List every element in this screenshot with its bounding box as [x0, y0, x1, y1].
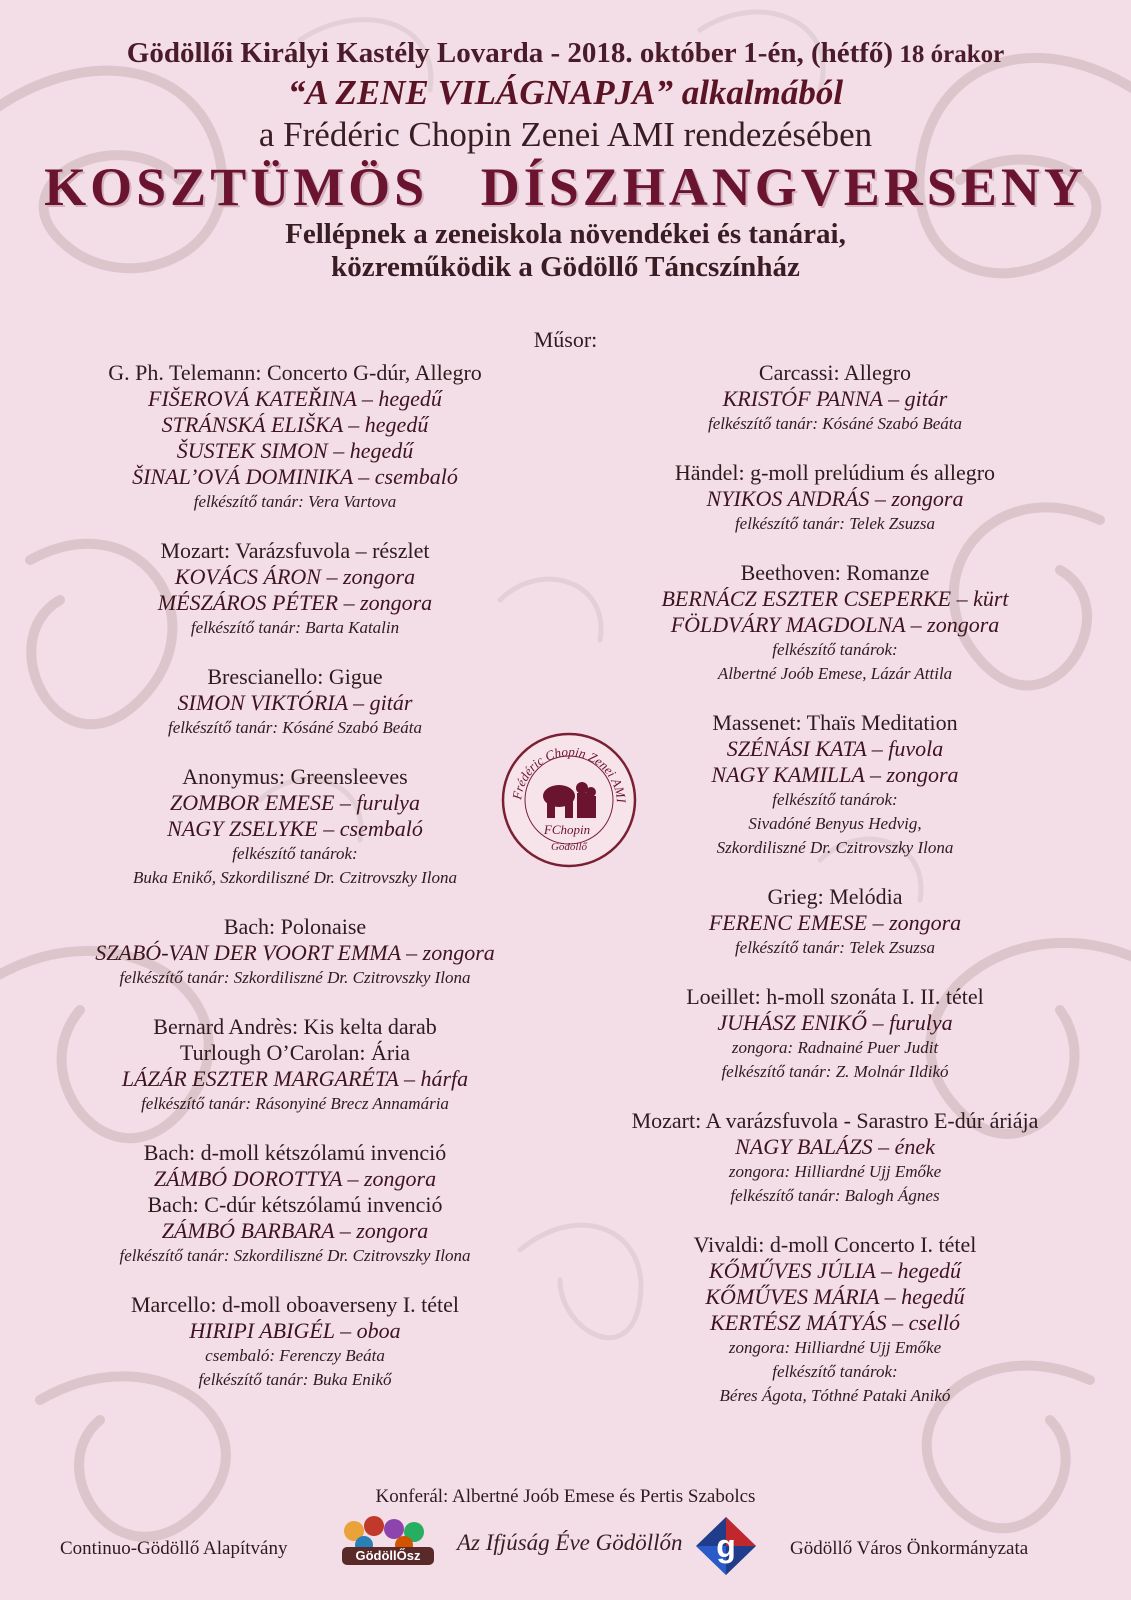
- logo-city: Gödöllő: [550, 841, 588, 853]
- performer-name: NAGY BALÁZS: [735, 1134, 873, 1159]
- program-item: [40, 538, 550, 640]
- teacher-note: felkészítő tanár: Telek Zsuzsa: [734, 514, 936, 533]
- performer-instrument: zongora: [360, 590, 433, 615]
- performer-instrument: csembaló: [374, 464, 458, 489]
- piece-title: G. Ph. Telemann: Concerto G-dúr, Allegro: [108, 360, 482, 385]
- performer-line: FIŠEROVÁ KATEŘINA – hegedű: [148, 386, 442, 411]
- performer-instrument: hegedű: [897, 1258, 961, 1283]
- performer-name: KŐMŰVES JÚLIA: [709, 1258, 876, 1283]
- performer-line: KERTÉSZ MÁTYÁS – cselló: [710, 1310, 960, 1335]
- performer-instrument: fuvola: [888, 736, 944, 761]
- performer-line: KRISTÓF PANNA – gitár: [722, 386, 948, 411]
- subtitle-performers: Fellépnek a zeneiskola növendékei és tanárai,: [285, 218, 846, 250]
- performer-name: KRISTÓF PANNA: [722, 386, 883, 411]
- page-title: KOSZTÜMÖS DÍSZHANGVERSENY: [44, 157, 1087, 217]
- performer-instrument: hegedű: [364, 412, 429, 437]
- performer-name: LÁZÁR ESZTER MARGARÉTA: [121, 1066, 399, 1091]
- program-item: [580, 1108, 1090, 1208]
- teacher-note: felkészítő tanár: Telek Zsuzsa: [734, 938, 936, 957]
- sponsor-continuo: Continuo-Gödöllő Alapítvány: [60, 1538, 288, 1559]
- program-item: [40, 360, 550, 514]
- performer-name: NAGY ZSELYKE: [167, 816, 318, 841]
- performer-instrument: zongora: [364, 1166, 437, 1191]
- performer-name: ŠINAL’OVÁ DOMINIKA: [132, 464, 353, 489]
- performer-name: SIMON VIKTÓRIA: [177, 690, 348, 715]
- teacher-note: Buka Enikő, Szkordiliszné Dr. Czitrovszky Ilona: [132, 868, 458, 887]
- organizer: a Frédéric Chopin Zenei AMI rendezésében: [258, 115, 873, 154]
- performer-name: FÖLDVÁRY MAGDOLNA: [670, 612, 906, 637]
- piece-title: Anonymus: Greensleeves: [182, 764, 408, 789]
- performer-name: STRÁNSKÁ ELIŠKA: [161, 412, 343, 437]
- teacher-note: felkészítő tanár: Szkordiliszné Dr. Czitrovszky Ilona: [119, 968, 471, 987]
- venue-main: Gödöllői Királyi Kastély Lovarda - 2018. október 1-én, (hétfő): [126, 37, 894, 69]
- performer-name: ZÁMBÓ DOROTTYA: [153, 1166, 342, 1191]
- school-logo: [499, 730, 639, 870]
- teacher-note: felkészítő tanár: Z. Molnár Ildikó: [721, 1062, 949, 1081]
- performer-line: BERNÁCZ ESZTER CSEPERKE – kürt: [661, 586, 1009, 611]
- performer-name: MÉSZÁROS PÉTER: [157, 590, 339, 615]
- conferencier: Konferál: Albertné Joób Emese és Pertis Szabolcs: [375, 1486, 756, 1507]
- performer-instrument: furulya: [356, 790, 420, 815]
- teacher-note: felkészítő tanár: Barta Katalin: [190, 618, 400, 637]
- performer-instrument: zongora: [422, 940, 495, 965]
- piece-title: Vivaldi: d-moll Concerto I. tétel: [693, 1232, 977, 1257]
- program-item: [580, 984, 1090, 1084]
- piece-title: Carcassi: Allegro: [758, 360, 912, 385]
- performer-line: SZÉNÁSI KATA – fuvola: [726, 736, 944, 761]
- performer-name: SZABÓ-VAN DER VOORT EMMA: [95, 940, 401, 965]
- piece-title: Bernard Andrès: Kis kelta darab: [153, 1014, 437, 1039]
- performer-line: HIRIPI ABIGÉL – oboa: [189, 1318, 401, 1343]
- ifjusag-eve: Az Ifjúság Éve Gödöllőn: [457, 1530, 683, 1555]
- performer-instrument: hárfa: [420, 1066, 469, 1091]
- performer-instrument: zongora: [886, 762, 959, 787]
- program-item: [580, 710, 1090, 860]
- godollosz-logo-text: GödöllŐsz: [355, 1548, 421, 1563]
- performer-name: FERENC EMESE: [708, 910, 868, 935]
- piece-title: Bach: d-moll kétszólamú invenció: [143, 1140, 447, 1165]
- performer-instrument: ének: [894, 1134, 935, 1159]
- performer-line: KOVÁCS ÁRON – zongora: [174, 564, 416, 589]
- teacher-note: Béres Ágota, Tóthné Pataki Anikó: [719, 1386, 951, 1405]
- teacher-note: Albertné Joób Emese, Lázár Attila: [717, 664, 953, 683]
- subtitle-dance: közreműködik a Gödöllő Táncszínház: [331, 251, 800, 283]
- program-item: [40, 664, 550, 740]
- performer-line: NAGY ZSELYKE – csembaló: [167, 816, 423, 841]
- logo-signature: FChopin: [543, 822, 591, 837]
- performer-instrument: zongora: [891, 486, 964, 511]
- performer-name: ŠUSTEK SIMON: [176, 438, 328, 463]
- performer-line: ŠINAL’OVÁ DOMINIKA – csembaló: [132, 464, 458, 489]
- performer-line: STRÁNSKÁ ELIŠKA – hegedű: [161, 412, 429, 437]
- performer-line: FÖLDVÁRY MAGDOLNA – zongora: [670, 612, 1000, 637]
- program-label: Műsor:: [533, 327, 598, 352]
- performer-name: KOVÁCS ÁRON: [174, 564, 321, 589]
- program-item: [580, 884, 1090, 960]
- piece-title: Mozart: A varázsfuvola - Sarastro E-dúr áriája: [631, 1108, 1039, 1133]
- performer-line: NAGY BALÁZS – ének: [735, 1134, 935, 1159]
- performer-instrument: zongora: [889, 910, 962, 935]
- performer-name: SZÉNÁSI KATA: [726, 736, 867, 761]
- program-item: [40, 1292, 550, 1392]
- piece-title: Grieg: Melódia: [767, 884, 903, 909]
- teacher-note: felkészítő tanár: Balogh Ágnes: [730, 1186, 940, 1205]
- piece-title: Händel: g-moll prelúdium és allegro: [674, 460, 996, 485]
- performer-line: NAGY KAMILLA – zongora: [711, 762, 959, 787]
- performer-line: ZOMBOR EMESE – furulya: [170, 790, 420, 815]
- teacher-note: felkészítő tanár: Rásonyiné Brecz Annamária: [141, 1094, 449, 1113]
- performer-name: FIŠEROVÁ KATEŘINA: [148, 386, 357, 411]
- teacher-note: zongora: Radnainé Puer Judit: [731, 1038, 939, 1057]
- teacher-note: Sivadóné Benyus Hedvig,: [748, 814, 922, 833]
- piece-title: Marcello: d-moll oboaverseny I. tétel: [130, 1292, 460, 1317]
- performer-name: HIRIPI ABIGÉL: [189, 1318, 335, 1343]
- performer-line: SZABÓ-VAN DER VOORT EMMA – zongora: [95, 940, 495, 965]
- program-item: [40, 914, 550, 990]
- godollosz-logo: [338, 1515, 438, 1571]
- godollo-city-logo: [694, 1515, 758, 1577]
- teacher-note: felkészítő tanár: Kósáné Szabó Beáta: [167, 718, 423, 737]
- teacher-note: zongora: Hilliardné Ujj Emőke: [728, 1338, 942, 1357]
- performer-instrument: zongora: [356, 1218, 429, 1243]
- piece-title: Mozart: Varázsfuvola – részlet: [160, 538, 430, 563]
- performer-name: NYIKOS ANDRÁS: [706, 486, 870, 511]
- program-item: [580, 360, 1090, 436]
- piece-title: Massenet: Thaïs Meditation: [712, 710, 958, 735]
- performer-name: JUHÁSZ ENIKŐ: [717, 1010, 868, 1035]
- teacher-note: felkészítő tanárok:: [772, 1362, 898, 1381]
- performer-line: KŐMŰVES MÁRIA – hegedű: [705, 1284, 965, 1309]
- piece-title: Bach: C-dúr kétszólamú invenció: [147, 1192, 443, 1217]
- piece-title: Brescianello: Gigue: [207, 664, 383, 689]
- header: [0, 36, 1131, 284]
- performer-line: FERENC EMESE – zongora: [708, 910, 962, 935]
- program-item: [40, 1140, 550, 1268]
- performer-line: ZÁMBÓ DOROTTYA – zongora: [153, 1166, 437, 1191]
- sponsor-city: Gödöllő Város Önkormányzata: [790, 1538, 1029, 1559]
- teacher-note: felkészítő tanárok:: [772, 790, 898, 809]
- performer-instrument: hegedű: [378, 386, 442, 411]
- performer-line: ŠUSTEK SIMON – hegedű: [176, 438, 414, 463]
- footer: [0, 1515, 1131, 1585]
- program-item: [40, 1014, 550, 1116]
- performer-instrument: oboa: [356, 1318, 401, 1343]
- venue-line: [0, 36, 1131, 72]
- teacher-note: felkészítő tanárok:: [772, 640, 898, 659]
- performer-name: NAGY KAMILLA: [711, 762, 865, 787]
- performer-line: ZÁMBÓ BARBARA – zongora: [161, 1218, 429, 1243]
- performer-line: KŐMŰVES JÚLIA – hegedű: [709, 1258, 961, 1283]
- program-item: [40, 764, 550, 890]
- teacher-note: felkészítő tanár: Kósáné Szabó Beáta: [707, 414, 963, 433]
- occasion: “A ZENE VILÁGNAPJA” alkalmából: [287, 73, 844, 112]
- performer-instrument: gitár: [904, 386, 948, 411]
- program-right-column: [580, 360, 1090, 1432]
- piece-title: Beethoven: Romanze: [740, 560, 930, 585]
- performer-line: JUHÁSZ ENIKŐ – furulya: [717, 1010, 953, 1035]
- piece-title: Bach: Polonaise: [223, 914, 367, 939]
- performer-line: SIMON VIKTÓRIA – gitár: [177, 690, 413, 715]
- performer-instrument: zongora: [927, 612, 1000, 637]
- performer-instrument: csembaló: [339, 816, 423, 841]
- performer-instrument: hegedű: [901, 1284, 965, 1309]
- teacher-note: felkészítő tanárok:: [232, 844, 358, 863]
- performer-instrument: kürt: [973, 586, 1009, 611]
- teacher-note: felkészítő tanár: Buka Enikő: [198, 1370, 392, 1389]
- performer-line: LÁZÁR ESZTER MARGARÉTA – hárfa: [121, 1066, 469, 1091]
- performer-line: NYIKOS ANDRÁS – zongora: [706, 486, 964, 511]
- teacher-note: felkészítő tanár: Vera Vartova: [193, 492, 397, 511]
- performer-name: ZÁMBÓ BARBARA: [161, 1218, 335, 1243]
- logo-ring-text: Frédéric Chopin Zenei AMI: [509, 743, 630, 804]
- performer-instrument: zongora: [342, 564, 416, 589]
- program-left-column: [40, 360, 550, 1416]
- piece-title: Turlough O’Carolan: Ária: [179, 1040, 411, 1065]
- godollo-logo-letter: g: [716, 1528, 736, 1564]
- performer-instrument: hegedű: [349, 438, 414, 463]
- teacher-note: csembaló: Ferenczy Beáta: [205, 1346, 385, 1365]
- venue-time: 18 órakor: [893, 41, 1005, 68]
- performer-instrument: gitár: [369, 690, 413, 715]
- performer-name: KŐMŰVES MÁRIA: [705, 1284, 880, 1309]
- program-item: [580, 1232, 1090, 1408]
- performer-name: ZOMBOR EMESE: [170, 790, 335, 815]
- performer-line: MÉSZÁROS PÉTER – zongora: [157, 590, 433, 615]
- performer-instrument: cselló: [908, 1310, 960, 1335]
- program-item: [580, 460, 1090, 536]
- program-item: [580, 560, 1090, 686]
- teacher-note: Szkordiliszné Dr. Czitrovszky Ilona: [716, 838, 954, 857]
- piece-title: Loeillet: h-moll szonáta I. II. tétel: [686, 984, 984, 1009]
- performer-name: KERTÉSZ MÁTYÁS: [710, 1310, 887, 1335]
- performer-name: BERNÁCZ ESZTER CSEPERKE: [661, 586, 952, 611]
- teacher-note: felkészítő tanár: Szkordiliszné Dr. Czitrovszky Ilona: [119, 1246, 471, 1265]
- teacher-note: zongora: Hilliardné Ujj Emőke: [728, 1162, 942, 1181]
- performer-instrument: furulya: [889, 1010, 953, 1035]
